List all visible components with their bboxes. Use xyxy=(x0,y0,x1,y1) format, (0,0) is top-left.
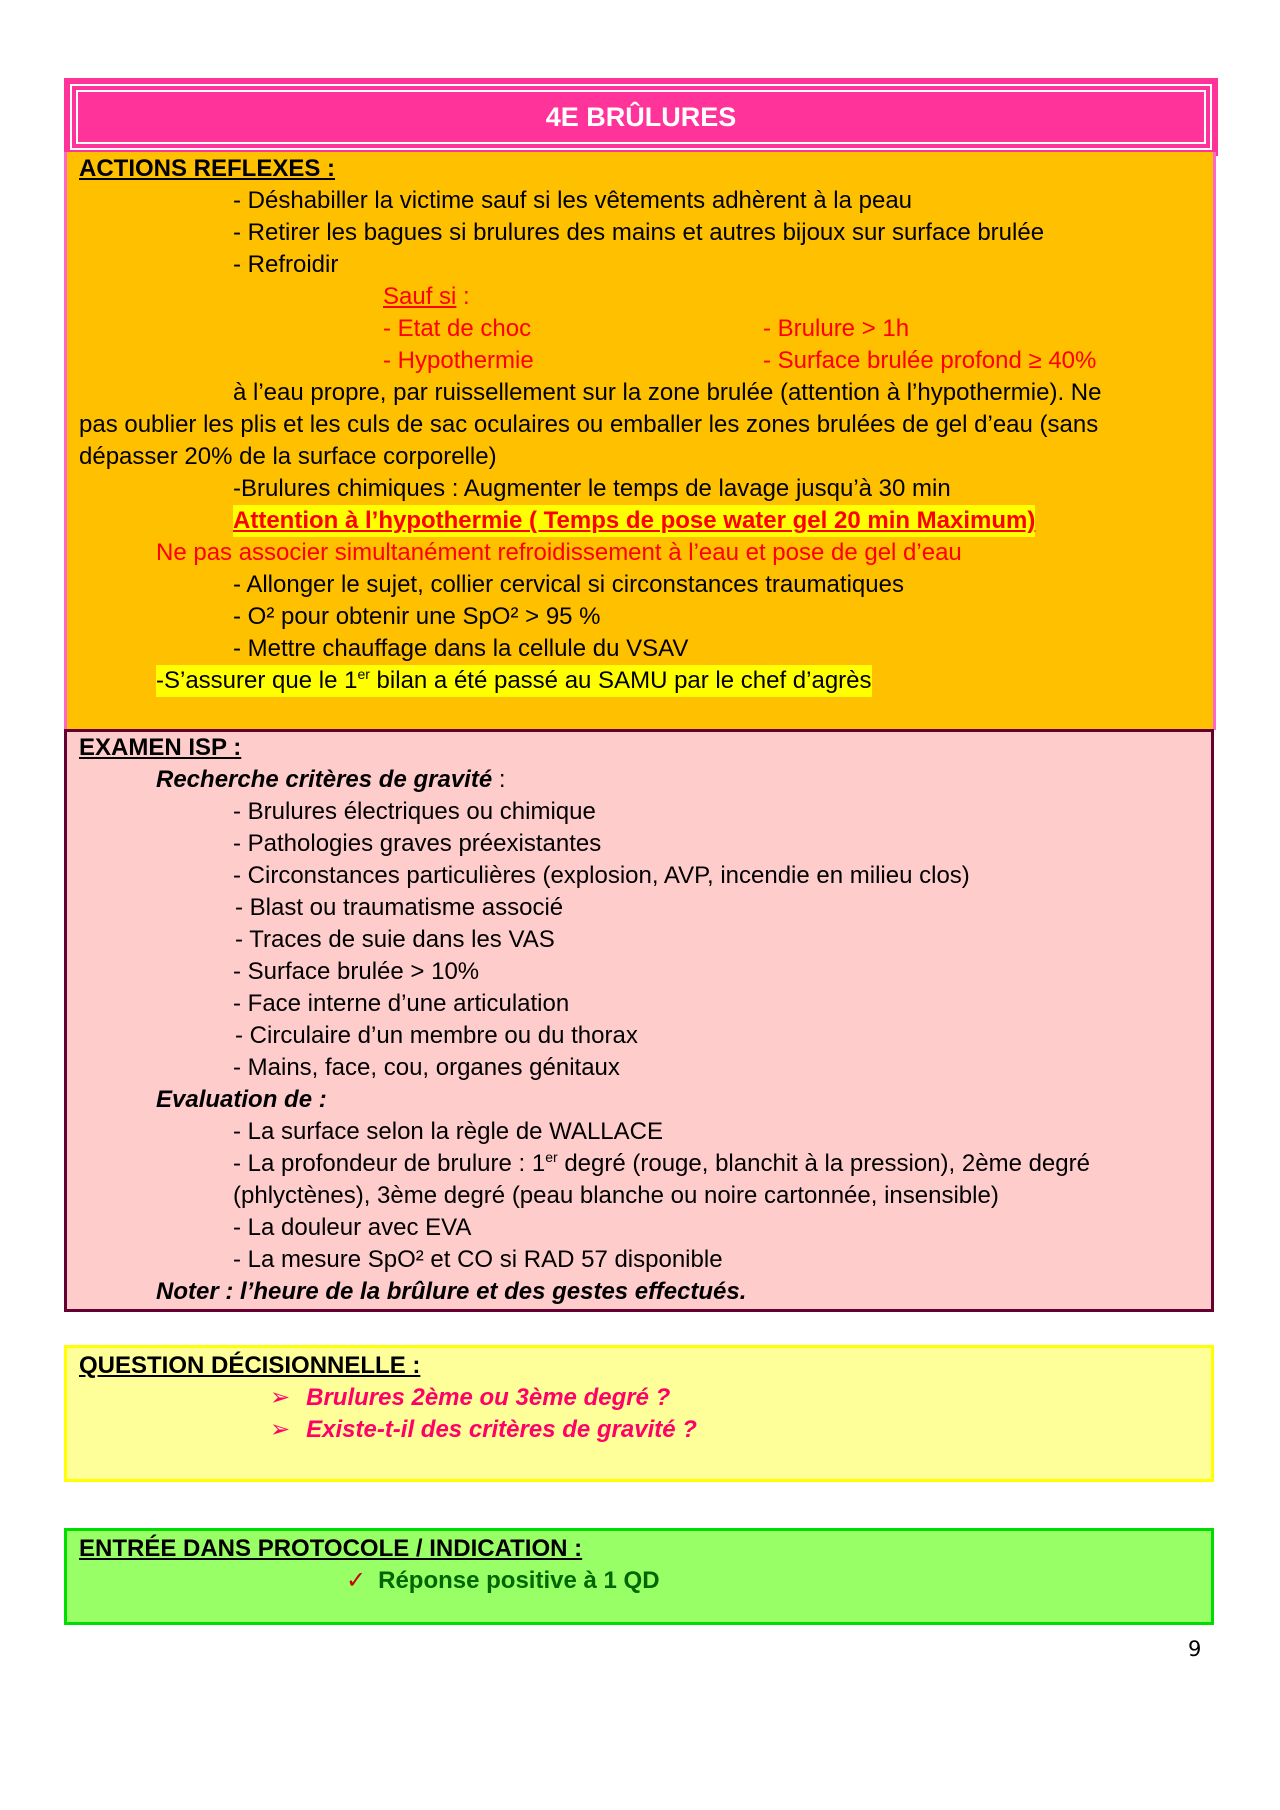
section-header: QUESTION DÉCISIONNELLE : xyxy=(79,1352,421,1379)
section-header: ENTRÉE DANS PROTOCOLE / INDICATION : xyxy=(79,1535,583,1562)
action-line: - Allonger le sujet, collier cervical si circonstances traumatiques xyxy=(233,571,904,598)
depth-superscript: er xyxy=(545,1149,558,1165)
section-header: EXAMEN ISP : xyxy=(79,734,242,761)
sauf-si-text: Sauf si xyxy=(383,283,457,310)
evaluation-item: - La mesure SpO² et CO si RAD 57 disponible xyxy=(233,1246,723,1273)
criteria-item: - Traces de suie dans les VAS xyxy=(235,926,555,953)
criteria-item: - Brulures électriques ou chimique xyxy=(233,798,596,825)
action-line: - Mettre chauffage dans la cellule du VSAV xyxy=(233,635,689,662)
bilan-line xyxy=(156,665,872,697)
page-title: 4E BRÛLURES xyxy=(545,102,737,132)
action-line: - Refroidir xyxy=(233,251,339,278)
indication-text: Réponse positive à 1 QD xyxy=(378,1567,660,1594)
criteria-item: - Circulaire d’un membre ou du thorax xyxy=(235,1022,638,1049)
evaluation-item: - La douleur avec EVA xyxy=(233,1214,472,1241)
exception-item: - Hypothermie xyxy=(383,347,534,374)
section-header: ACTIONS REFLEXES : xyxy=(79,155,336,182)
paragraph-line: à l’eau propre, par ruissellement sur la zone brulée (attention à l’hypothermie). Ne xyxy=(233,379,1102,406)
criteria-item: - Pathologies graves préexistantes xyxy=(233,830,602,857)
bilan-superscript: er xyxy=(357,666,370,682)
criteria-item: - Blast ou traumatisme associé xyxy=(235,894,564,921)
arrow-bullet-icon: ➢ xyxy=(270,1384,291,1411)
page-number: 9 xyxy=(1188,1637,1202,1661)
paragraph-line: pas oublier les plis et les culs de sac oculaires ou emballer les zones brulées de gel d’eau (sans xyxy=(79,411,1099,438)
question-item xyxy=(270,1414,697,1446)
noter-line: Noter : l’heure de la brûlure et des gestes effectués. xyxy=(156,1278,747,1305)
evaluation-item: - La surface selon la règle de WALLACE xyxy=(233,1118,663,1145)
recherche-label: Recherche critères de gravité xyxy=(156,766,493,793)
exception-item: - Surface brulée profond ≥ 40% xyxy=(763,347,1097,374)
bilan-text-end: bilan a été passé au SAMU par le chef d’agrès xyxy=(369,667,872,694)
question-text: Brulures 2ème ou 3ème degré ? xyxy=(306,1384,671,1411)
exception-item: - Etat de choc xyxy=(383,315,532,342)
question-decisionnelle-section xyxy=(64,1345,1214,1482)
title-banner xyxy=(64,78,1218,156)
hypothermia-warning: Attention à l’hypothermie ( Temps de pose water gel 20 min Maximum) xyxy=(233,505,1035,537)
question-text: Existe-t-il des critères de gravité ? xyxy=(306,1416,697,1443)
action-line: - Déshabiller la victime sauf si les vêtements adhèrent à la peau xyxy=(233,187,913,214)
criteria-item: - Circonstances particulières (explosion, AVP, incendie en milieu clos) xyxy=(233,862,970,889)
recherche-colon: : xyxy=(492,766,506,793)
chemical-burn-line: -Brulures chimiques : Augmenter le temps de lavage jusqu’à 30 min xyxy=(233,475,951,502)
recherche-heading xyxy=(156,764,506,796)
depth-text-end: degré (rouge, blanchit à la pression), 2ème degré xyxy=(557,1150,1090,1177)
warning-line: Ne pas associer simultanément refroidissement à l’eau et pose de gel d’eau xyxy=(156,539,962,566)
evaluation-item-continued: (phlyctènes), 3ème degré (peau blanche ou noire cartonnée, insensible) xyxy=(233,1182,999,1209)
question-item xyxy=(270,1382,670,1414)
bilan-text-start: -S’assurer que le 1 xyxy=(156,667,358,694)
indication-item xyxy=(346,1565,660,1597)
action-line: - Retirer les bagues si brulures des mains et autres bijoux sur surface brulée xyxy=(233,219,1045,246)
criteria-item: - Face interne d’une articulation xyxy=(233,990,570,1017)
sauf-si-label xyxy=(383,281,470,313)
depth-text-start: - La profondeur de brulure : 1 xyxy=(233,1150,546,1177)
criteria-item: - Surface brulée > 10% xyxy=(233,958,480,985)
checkmark-icon: ✓ xyxy=(346,1567,367,1594)
sauf-si-colon: : xyxy=(456,283,470,310)
paragraph-line: dépasser 20% de la surface corporelle) xyxy=(79,443,497,470)
exception-item: - Brulure > 1h xyxy=(763,315,910,342)
evaluation-item xyxy=(233,1148,1090,1180)
criteria-item: - Mains, face, cou, organes génitaux xyxy=(233,1054,620,1081)
evaluation-heading: Evaluation de : xyxy=(156,1086,327,1113)
actions-reflexes-section xyxy=(64,152,1216,730)
entree-protocole-section xyxy=(64,1528,1214,1625)
arrow-bullet-icon: ➢ xyxy=(270,1416,291,1443)
action-line: - O² pour obtenir une SpO² > 95 % xyxy=(233,603,601,630)
examen-isp-section xyxy=(64,729,1214,1312)
